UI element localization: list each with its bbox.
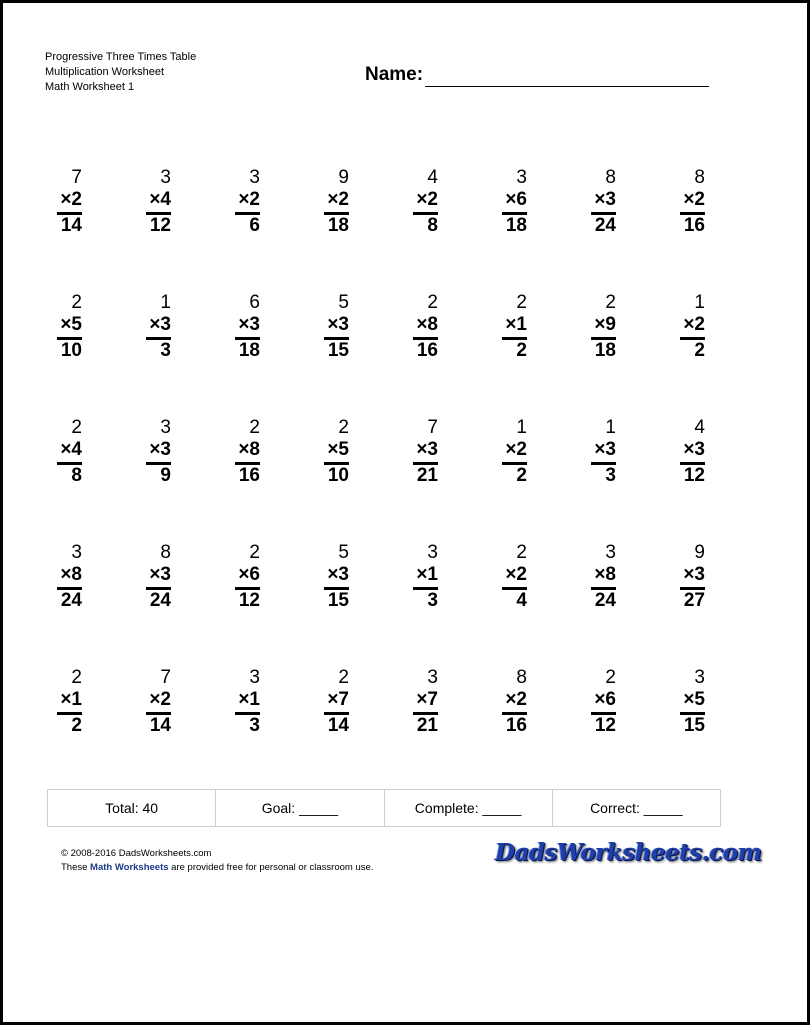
product: 10 — [327, 464, 349, 486]
multiplicand: 1 — [605, 417, 616, 438]
multiplicand: 2 — [605, 667, 616, 688]
multiplier: ×3 — [238, 314, 260, 335]
worksheet-subtitle: Multiplication Worksheet — [45, 66, 165, 78]
problem-20 — [312, 417, 401, 517]
summary-goal: Goal: _____ — [216, 790, 384, 826]
problem-stack — [324, 417, 349, 487]
problem-38 — [490, 667, 579, 767]
copyright-text: © 2008-2016 DadsWorksheets.com — [61, 848, 212, 859]
multiplicand: 3 — [427, 667, 438, 688]
problem-33 — [45, 667, 134, 767]
multiplier: ×9 — [594, 314, 616, 335]
problem-4 — [312, 167, 401, 267]
product: 14 — [60, 214, 82, 236]
product: 8 — [71, 464, 82, 486]
product: 12 — [149, 214, 171, 236]
multiplicand: 2 — [516, 292, 527, 313]
multiplier: ×2 — [149, 689, 171, 710]
problem-stack — [680, 542, 705, 612]
problem-9 — [45, 292, 134, 392]
problem-32 — [668, 542, 757, 642]
summary-correct: Correct: _____ — [590, 800, 683, 816]
problem-stack — [502, 292, 527, 362]
multiplicand: 5 — [338, 542, 349, 563]
problem-stack — [502, 167, 527, 237]
footer-note-pre: These — [61, 862, 91, 873]
product: 14 — [327, 714, 349, 736]
multiplier: ×8 — [416, 314, 438, 335]
multiplicand: 2 — [71, 292, 82, 313]
product: 16 — [238, 464, 260, 486]
problem-stack — [235, 417, 260, 487]
problem-6 — [490, 167, 579, 267]
multiplicand: 8 — [160, 542, 171, 563]
product: 3 — [605, 464, 616, 486]
problem-15 — [579, 292, 668, 392]
name-field — [365, 63, 709, 87]
multiplier: ×3 — [683, 564, 705, 585]
problem-35 — [223, 667, 312, 767]
multiplier: ×3 — [327, 314, 349, 335]
product: 12 — [594, 714, 616, 736]
problem-24 — [668, 417, 757, 517]
multiplicand: 2 — [338, 417, 349, 438]
problem-stack — [502, 542, 527, 612]
problem-stack — [502, 667, 527, 737]
product: 3 — [427, 589, 438, 611]
problem-stack — [57, 542, 82, 612]
multiplier: ×2 — [327, 189, 349, 210]
problem-13 — [401, 292, 490, 392]
product: 3 — [249, 714, 260, 736]
multiplicand: 9 — [694, 542, 705, 563]
multiplicand: 2 — [249, 417, 260, 438]
problem-stack — [413, 417, 438, 487]
multiplier: ×8 — [594, 564, 616, 585]
product: 18 — [327, 214, 349, 236]
product: 2 — [516, 464, 527, 486]
multiplicand: 3 — [605, 542, 616, 563]
problem-stack — [502, 417, 527, 487]
product: 15 — [327, 339, 349, 361]
product: 10 — [60, 339, 82, 361]
multiplier: ×3 — [327, 564, 349, 585]
multiplier: ×1 — [505, 314, 527, 335]
problem-12 — [312, 292, 401, 392]
multiplicand: 8 — [605, 167, 616, 188]
product: 24 — [60, 589, 82, 611]
multiplier: ×1 — [238, 689, 260, 710]
problem-1 — [45, 167, 134, 267]
problem-17 — [45, 417, 134, 517]
problem-stack — [680, 667, 705, 737]
problem-10 — [134, 292, 223, 392]
problem-stack — [146, 292, 171, 362]
footer — [61, 847, 373, 875]
multiplicand: 8 — [516, 667, 527, 688]
product: 18 — [594, 339, 616, 361]
problem-22 — [490, 417, 579, 517]
problem-28 — [312, 542, 401, 642]
problem-stack — [591, 167, 616, 237]
multiplicand: 8 — [694, 167, 705, 188]
multiplier: ×2 — [238, 189, 260, 210]
multiplier: ×2 — [505, 439, 527, 460]
problem-37 — [401, 667, 490, 767]
multiplicand: 3 — [160, 417, 171, 438]
multiplicand: 5 — [338, 292, 349, 313]
problem-stack — [146, 417, 171, 487]
worksheet-title: Progressive Three Times Table — [45, 51, 197, 63]
product: 8 — [427, 214, 438, 236]
product: 24 — [594, 589, 616, 611]
multiplicand: 2 — [427, 292, 438, 313]
problem-3 — [223, 167, 312, 267]
problem-stack — [57, 667, 82, 737]
multiplicand: 2 — [71, 667, 82, 688]
multiplier: ×2 — [60, 189, 82, 210]
problem-stack — [324, 542, 349, 612]
problem-39 — [579, 667, 668, 767]
multiplicand: 3 — [427, 542, 438, 563]
dadsworksheets-logo[interactable]: DadsWorksheets.com — [495, 839, 762, 866]
problem-36 — [312, 667, 401, 767]
multiplicand: 9 — [338, 167, 349, 188]
multiplier: ×4 — [149, 189, 171, 210]
multiplier: ×2 — [416, 189, 438, 210]
summary-bar — [47, 789, 721, 827]
product: 27 — [683, 589, 705, 611]
problem-stack — [413, 542, 438, 612]
problem-stack — [235, 167, 260, 237]
product: 4 — [516, 589, 527, 611]
product: 16 — [416, 339, 438, 361]
multiplier: ×3 — [149, 564, 171, 585]
multiplier: ×3 — [416, 439, 438, 460]
problem-stack — [680, 417, 705, 487]
problem-stack — [324, 667, 349, 737]
problem-stack — [57, 417, 82, 487]
product: 24 — [594, 214, 616, 236]
multiplier: ×2 — [505, 564, 527, 585]
multiplicand: 3 — [516, 167, 527, 188]
multiplicand: 3 — [71, 542, 82, 563]
problem-stack — [591, 542, 616, 612]
problem-16 — [668, 292, 757, 392]
problem-stack — [413, 292, 438, 362]
multiplier: ×3 — [149, 314, 171, 335]
problem-stack — [235, 292, 260, 362]
multiplicand: 2 — [516, 542, 527, 563]
problem-stack — [591, 292, 616, 362]
problem-stack — [146, 167, 171, 237]
multiplicand: 7 — [160, 667, 171, 688]
multiplicand: 1 — [516, 417, 527, 438]
multiplier: ×5 — [327, 439, 349, 460]
multiplicand: 3 — [160, 167, 171, 188]
multiplier: ×2 — [683, 314, 705, 335]
multiplicand: 1 — [694, 292, 705, 313]
multiplier: ×6 — [594, 689, 616, 710]
problem-27 — [223, 542, 312, 642]
multiplier: ×5 — [683, 689, 705, 710]
multiplier: ×8 — [60, 564, 82, 585]
multiplier: ×5 — [60, 314, 82, 335]
multiplicand: 2 — [71, 417, 82, 438]
product: 18 — [505, 214, 527, 236]
multiplier: ×3 — [594, 189, 616, 210]
multiplicand: 4 — [427, 167, 438, 188]
multiplier: ×1 — [416, 564, 438, 585]
problem-stack — [413, 667, 438, 737]
problem-34 — [134, 667, 223, 767]
product: 9 — [160, 464, 171, 486]
problem-26 — [134, 542, 223, 642]
problem-stack — [680, 167, 705, 237]
product: 21 — [416, 714, 438, 736]
problem-23 — [579, 417, 668, 517]
problem-stack — [680, 292, 705, 362]
multiplicand: 3 — [249, 667, 260, 688]
problem-2 — [134, 167, 223, 267]
product: 6 — [249, 214, 260, 236]
problem-stack — [146, 667, 171, 737]
problem-18 — [134, 417, 223, 517]
problem-21 — [401, 417, 490, 517]
multiplier: ×4 — [60, 439, 82, 460]
problem-stack — [324, 292, 349, 362]
worksheet-header — [45, 50, 196, 95]
multiplier: ×6 — [238, 564, 260, 585]
multiplier: ×2 — [505, 689, 527, 710]
problem-stack — [146, 542, 171, 612]
product: 14 — [149, 714, 171, 736]
problem-stack — [57, 292, 82, 362]
summary-complete: Complete: _____ — [385, 790, 553, 826]
product: 3 — [160, 339, 171, 361]
problem-8 — [668, 167, 757, 267]
footer-note-post: are provided free for personal or classroom use. — [168, 862, 374, 873]
problem-stack — [591, 667, 616, 737]
problem-grid — [45, 167, 765, 792]
problem-30 — [490, 542, 579, 642]
product: 18 — [238, 339, 260, 361]
multiplier: ×2 — [683, 189, 705, 210]
problem-40 — [668, 667, 757, 767]
multiplier: ×1 — [60, 689, 82, 710]
product: 2 — [71, 714, 82, 736]
problem-14 — [490, 292, 579, 392]
multiplier: ×7 — [327, 689, 349, 710]
problem-29 — [401, 542, 490, 642]
multiplicand: 7 — [71, 167, 82, 188]
product: 2 — [694, 339, 705, 361]
footer-note — [61, 861, 373, 875]
product: 21 — [416, 464, 438, 486]
multiplicand: 1 — [160, 292, 171, 313]
product: 15 — [683, 714, 705, 736]
problem-stack — [324, 167, 349, 237]
multiplicand: 6 — [249, 292, 260, 313]
name-blank-line — [425, 66, 709, 87]
product: 12 — [238, 589, 260, 611]
product: 24 — [149, 589, 171, 611]
problem-5 — [401, 167, 490, 267]
product: 16 — [505, 714, 527, 736]
problem-stack — [591, 417, 616, 487]
summary-total: Total: 40 — [48, 790, 216, 826]
multiplicand: 2 — [605, 292, 616, 313]
multiplier: ×3 — [594, 439, 616, 460]
name-label: Name: — [365, 64, 424, 85]
multiplicand: 4 — [694, 417, 705, 438]
multiplicand: 3 — [249, 167, 260, 188]
multiplier: ×6 — [505, 189, 527, 210]
product: 12 — [683, 464, 705, 486]
multiplier: ×3 — [683, 439, 705, 460]
problem-31 — [579, 542, 668, 642]
multiplier: ×8 — [238, 439, 260, 460]
product: 16 — [683, 214, 705, 236]
multiplicand: 2 — [249, 542, 260, 563]
problem-stack — [413, 167, 438, 237]
multiplicand: 3 — [694, 667, 705, 688]
product: 15 — [327, 589, 349, 611]
multiplier: ×7 — [416, 689, 438, 710]
problem-7 — [579, 167, 668, 267]
problem-25 — [45, 542, 134, 642]
multiplier: ×3 — [149, 439, 171, 460]
math-worksheets-link[interactable]: Math Worksheets — [90, 862, 169, 873]
problem-stack — [235, 542, 260, 612]
problem-stack — [57, 167, 82, 237]
problem-stack — [235, 667, 260, 737]
problem-19 — [223, 417, 312, 517]
multiplicand: 7 — [427, 417, 438, 438]
worksheet-number: Math Worksheet 1 — [45, 81, 135, 93]
problem-11 — [223, 292, 312, 392]
multiplicand: 2 — [338, 667, 349, 688]
product: 2 — [516, 339, 527, 361]
